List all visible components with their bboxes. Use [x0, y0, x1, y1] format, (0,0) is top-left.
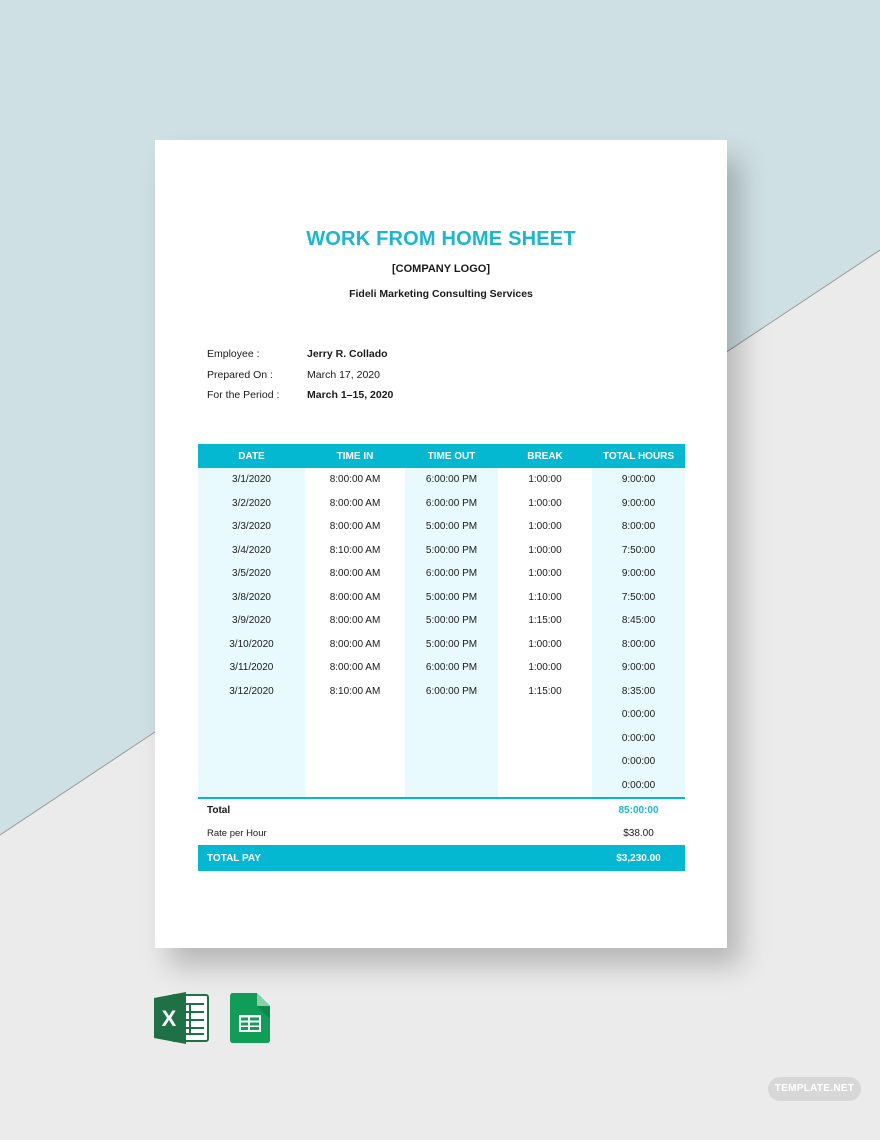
table-row — [198, 680, 685, 704]
table-body — [198, 468, 685, 797]
cell-date: 3/5/2020 — [232, 568, 271, 580]
cell-date: 3/10/2020 — [229, 638, 274, 650]
cell-time-out: 5:00:00 PM — [425, 544, 478, 556]
cell-total-hours: 8:35:00 — [621, 685, 656, 697]
table-row — [198, 492, 685, 516]
document-page — [155, 140, 727, 948]
total-row — [198, 799, 685, 822]
cell-total-hours: 7:50:00 — [621, 591, 656, 603]
cell-date: 3/4/2020 — [232, 544, 271, 556]
table-row — [198, 633, 685, 657]
company-logo-placeholder: [COMPANY LOGO] — [392, 263, 490, 275]
google-sheets-icon — [230, 993, 270, 1043]
cell-total-hours: 0:00:00 — [621, 779, 656, 791]
table-row — [198, 703, 685, 727]
cell-time-in: 8:10:00 AM — [329, 544, 381, 556]
cell-time-in: 8:00:00 AM — [329, 568, 381, 580]
cell-time-in: 8:00:00 AM — [329, 497, 381, 509]
table-row — [198, 515, 685, 539]
cell-time-in: 8:00:00 AM — [329, 474, 381, 486]
cell-time-in: 8:00:00 AM — [329, 591, 381, 603]
header-total-hours: TOTAL HOURS — [602, 450, 675, 462]
cell-time-in: 8:10:00 AM — [329, 685, 381, 697]
cell-date: 3/1/2020 — [232, 474, 271, 486]
company-name: Fideli Marketing Consulting Services — [349, 288, 533, 300]
total-label: Total — [207, 805, 231, 816]
table-row — [198, 468, 685, 492]
cell-break: 1:00:00 — [528, 521, 562, 533]
cell-break: 1:00:00 — [528, 638, 562, 650]
cell-time-out: 5:00:00 PM — [425, 615, 478, 627]
table-row — [198, 656, 685, 680]
cell-total-hours: 9:00:00 — [621, 474, 656, 486]
cell-total-hours: 8:45:00 — [621, 615, 656, 627]
table-row — [198, 539, 685, 563]
total-pay-value: $3,230.00 — [616, 852, 661, 864]
cell-date: 3/9/2020 — [232, 615, 271, 627]
cell-date: 3/8/2020 — [232, 591, 271, 603]
cell-total-hours: 9:00:00 — [621, 497, 656, 509]
total-value: 85:00:00 — [618, 805, 659, 816]
cell-time-out: 6:00:00 PM — [425, 662, 478, 674]
cell-total-hours: 7:50:00 — [621, 544, 656, 556]
document-title: WORK FROM HOME SHEET — [306, 228, 576, 250]
cell-date: 3/3/2020 — [232, 521, 271, 533]
cell-break: 1:00:00 — [528, 474, 562, 486]
cell-time-out: 5:00:00 PM — [425, 591, 478, 603]
header-date: DATE — [238, 450, 265, 462]
table-row — [198, 586, 685, 610]
cell-break: 1:00:00 — [528, 568, 562, 580]
cell-time-in: 8:00:00 AM — [329, 521, 381, 533]
cell-date: 3/12/2020 — [229, 685, 274, 697]
table-rows — [198, 468, 685, 797]
timesheet-table — [198, 444, 685, 871]
cell-time-in: 8:00:00 AM — [329, 662, 381, 674]
cell-break: 1:15:00 — [528, 685, 562, 697]
cell-total-hours: 0:00:00 — [621, 709, 656, 721]
cell-time-in: 8:00:00 AM — [329, 638, 381, 650]
cell-time-out: 5:00:00 PM — [425, 521, 478, 533]
template-watermark: TEMPLATE.NET — [768, 1077, 861, 1101]
prepared-value: March 17, 2020 — [307, 369, 380, 381]
header-break: BREAK — [527, 450, 563, 462]
cell-time-out: 6:00:00 PM — [425, 568, 478, 580]
svg-text:X: X — [161, 1006, 177, 1031]
period-value: March 1–15, 2020 — [307, 389, 394, 401]
cell-break: 1:00:00 — [528, 662, 562, 674]
cell-date: 3/11/2020 — [229, 662, 274, 674]
table-header — [198, 444, 685, 468]
cell-break: 1:00:00 — [528, 544, 562, 556]
rate-value: $38.00 — [623, 828, 654, 839]
cell-date: 3/2/2020 — [232, 497, 271, 509]
prepared-label: Prepared On : — [207, 369, 273, 381]
employee-value: Jerry R. Collado — [307, 348, 388, 360]
excel-icon — [154, 992, 210, 1044]
rate-row — [198, 822, 685, 845]
cell-break: 1:10:00 — [528, 591, 562, 603]
cell-total-hours: 9:00:00 — [621, 662, 656, 674]
table-row — [198, 609, 685, 633]
total-pay-row — [198, 845, 685, 871]
header-time-out: TIME OUT — [427, 450, 476, 462]
cell-total-hours: 9:00:00 — [621, 568, 656, 580]
total-pay-label: TOTAL PAY — [207, 852, 261, 864]
cell-time-out: 6:00:00 PM — [425, 685, 478, 697]
cell-time-out: 5:00:00 PM — [425, 638, 478, 650]
cell-break: 1:00:00 — [528, 497, 562, 509]
cell-total-hours: 0:00:00 — [621, 756, 656, 768]
cell-break: 1:15:00 — [528, 615, 562, 627]
cell-total-hours: 8:00:00 — [621, 521, 656, 533]
cell-total-hours: 0:00:00 — [621, 732, 656, 744]
header-time-in: TIME IN — [336, 450, 374, 462]
cell-time-out: 6:00:00 PM — [425, 497, 478, 509]
period-label: For the Period : — [207, 389, 280, 401]
cell-time-out: 6:00:00 PM — [425, 474, 478, 486]
employee-label: Employee : — [207, 348, 260, 360]
table-row — [198, 727, 685, 751]
table-row — [198, 562, 685, 586]
table-row — [198, 774, 685, 798]
table-row — [198, 750, 685, 774]
cell-time-in: 8:00:00 AM — [329, 615, 381, 627]
rate-label: Rate per Hour — [207, 828, 267, 839]
cell-total-hours: 8:00:00 — [621, 638, 656, 650]
